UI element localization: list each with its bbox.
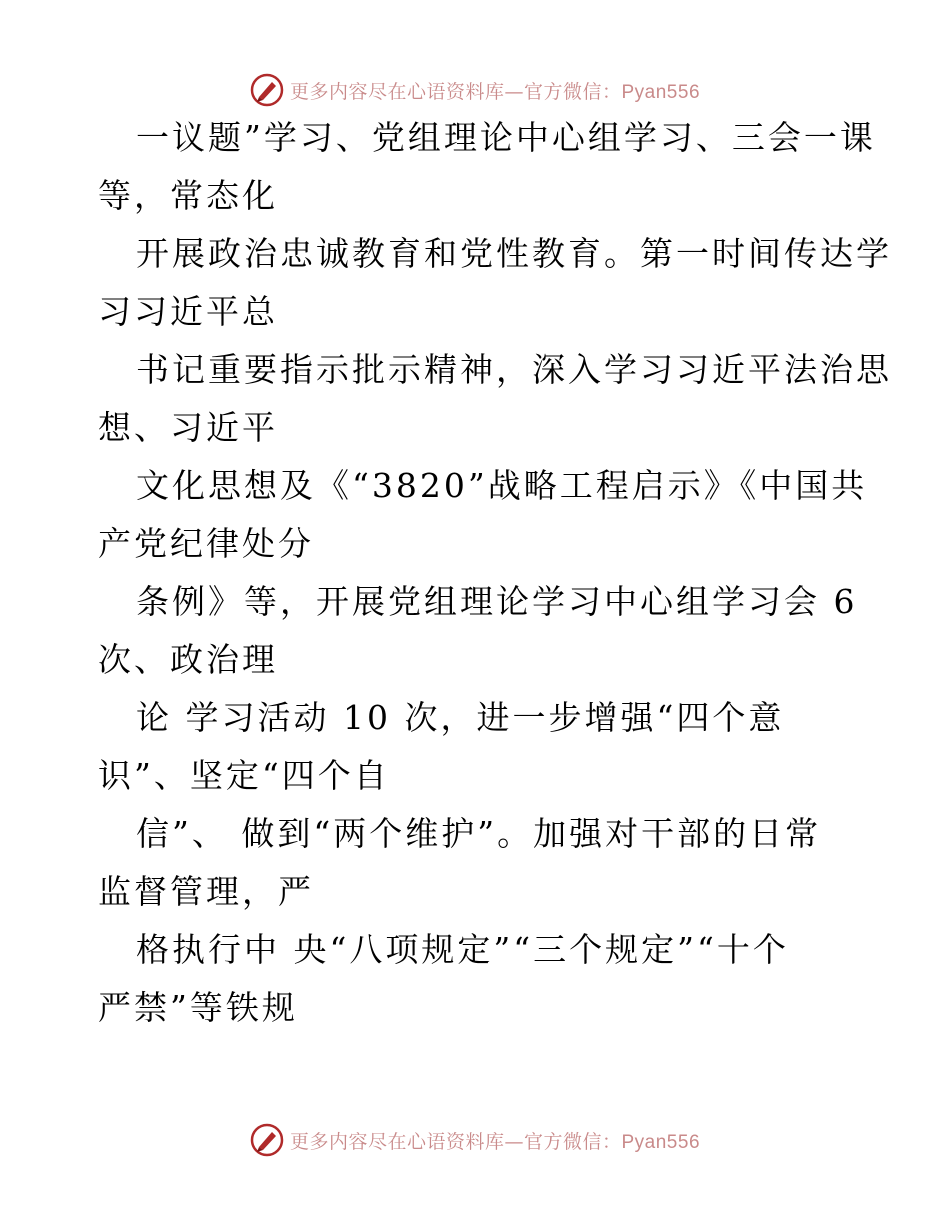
body-line: 想、习近平 [98, 408, 278, 447]
watermark-text: 更多内容尽在心语资料库—官方微信：Pyan556 [289, 1130, 701, 1153]
body-line: 等，常态化 [98, 176, 278, 215]
pen-logo-icon [250, 73, 284, 107]
header-watermark [0, 70, 950, 110]
body-line: 格执行中 央“八项规定”“三个规定”“十个 [136, 930, 789, 969]
body-line: 习习近平总 [98, 292, 278, 331]
pen-logo-icon [250, 1123, 284, 1157]
body-line: 开展政治忠诚教育和党性教育。第一时间传达学 [136, 234, 892, 273]
watermark-text: 更多内容尽在心语资料库—官方微信：Pyan556 [289, 80, 701, 103]
body-line: 文化思想及《“3820”战略工程启示》《中国共 [136, 466, 868, 505]
body-line: 论 学习活动 10 次，进一步增强“四个意 [136, 698, 785, 737]
body-line: 一议题”学习、党组理论中心组学习、三会一课 [136, 118, 876, 157]
body-line: 信”、 做到“两个维护”。加强对干部的日常 [136, 814, 822, 853]
body-line: 产党纪律处分 [98, 524, 314, 563]
body-line: 严禁”等铁规 [98, 988, 298, 1027]
body-line: 监督管理，严 [98, 872, 314, 911]
body-line: 次、政治理 [98, 640, 278, 679]
body-line: 条例》等，开展党组理论学习中心组学习会 6 [136, 582, 858, 621]
body-line: 识”、坚定“四个自 [98, 756, 390, 795]
footer-watermark [0, 1120, 950, 1160]
body-line: 书记重要指示批示精神，深入学习习近平法治思 [136, 350, 892, 389]
